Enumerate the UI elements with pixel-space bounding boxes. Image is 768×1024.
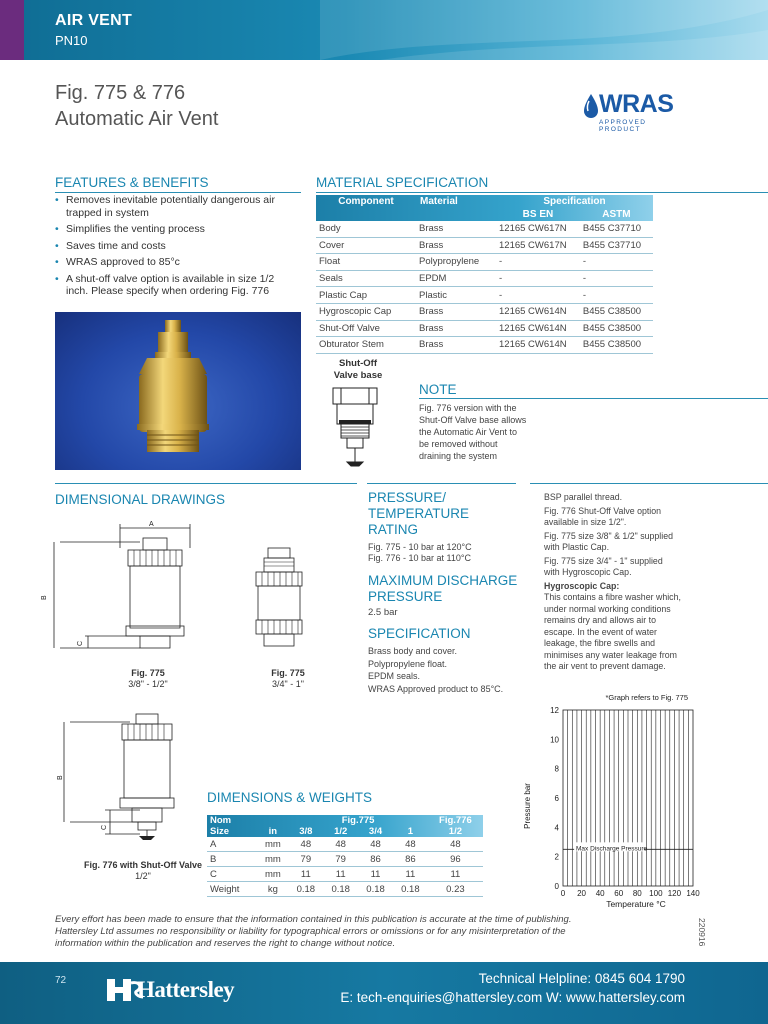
hattersley-word: Hattersley	[137, 977, 235, 1002]
col-component: Component	[338, 196, 394, 207]
spec-title: SPECIFICATION	[368, 626, 471, 641]
note-text	[419, 402, 526, 462]
spec-item: Brass body and cover.	[368, 646, 458, 656]
cell-astm: B455 C38500	[580, 337, 653, 354]
table-row	[316, 270, 653, 287]
y-axis-label: Pressure bar	[523, 783, 532, 829]
maxdis-title	[368, 573, 517, 605]
table-row	[316, 287, 653, 304]
disclaimer-line: Every effort has been made to ensure that the information contained in this publication is accurate at the time of publishing.	[55, 914, 572, 925]
divider	[55, 483, 357, 484]
col-fig776: Fig.776	[439, 815, 472, 826]
col-specification: Specification	[543, 196, 606, 207]
fig775-large-drawing	[250, 546, 310, 664]
dims-cell: 11	[358, 867, 393, 882]
wras-logo	[583, 90, 683, 133]
cell-material: Polypropylene	[416, 254, 496, 271]
dims-cell: 86	[358, 852, 393, 867]
divider	[55, 192, 301, 193]
col-bsen: BS EN	[522, 209, 554, 220]
document-code: 220916	[697, 918, 707, 947]
cell-astm: -	[580, 254, 653, 271]
pressure-title	[368, 490, 469, 538]
table-row	[316, 221, 653, 237]
pressure-temperature-chart	[515, 692, 705, 914]
disclaimer-line: Hattersley Ltd assumes no responsibility or liability for typographical errors or omissions or for any misinterpretation of the	[55, 926, 566, 937]
cell-astm: -	[580, 270, 653, 287]
disclaimer-line: information within the publication and reserves the right to change without notice.	[55, 938, 396, 949]
air-vent-illustration	[55, 312, 301, 470]
caption-title: Fig. 776 with Shut-Off Valve	[83, 860, 203, 870]
cell-astm: B455 C38500	[580, 303, 653, 320]
note-bsp: BSP parallel thread.	[544, 492, 623, 502]
y-tick-label: 4	[554, 823, 559, 833]
caption-size: 1/2"	[135, 871, 151, 881]
table-subheader-row	[316, 208, 653, 221]
cell-material: Plastic	[416, 287, 496, 304]
pressure-line: Fig. 776 - 10 bar at 110°C	[368, 553, 471, 563]
note-line: available in size 1/2".	[544, 517, 627, 527]
side-notes	[544, 492, 768, 673]
dim-label-a: A	[149, 521, 154, 528]
col-size: Size	[210, 826, 230, 837]
dims-cell: 0.23	[428, 882, 483, 897]
col-astm: ASTM	[602, 209, 631, 220]
table-header-row	[316, 195, 653, 208]
shutoff-label-2: Valve base	[333, 370, 383, 381]
technical-helpline: Technical Helpline: 0845 604 1790	[478, 971, 685, 986]
wras-word: WRAS	[599, 90, 674, 118]
divider	[316, 192, 768, 193]
header-title: AIR VENT	[55, 12, 133, 29]
title-line-1: Fig. 775 & 776	[55, 82, 186, 104]
table-subheader-row	[207, 826, 483, 837]
y-tick-label: 8	[554, 764, 559, 774]
shutoff-label	[318, 358, 398, 382]
dims-cell: 11	[428, 867, 483, 882]
feature-item: • Removes inevitable potentially dangerous air trapped in system	[55, 194, 295, 219]
y-tick-label: 2	[554, 852, 559, 862]
feature-item: • A shut-off valve option is available in size 1/2 inch. Please specify when ordering Fig. 776	[55, 273, 295, 298]
note-line: remains dry and allows air to	[544, 615, 656, 625]
pressure-ratings	[368, 542, 472, 564]
table-row	[316, 237, 653, 254]
dims-cell: 48	[323, 837, 358, 852]
dim-label-c: C	[101, 824, 108, 830]
note-line: with Plastic Cap.	[544, 542, 610, 552]
cell-component: Seals	[316, 270, 416, 287]
dims-cell: mm	[257, 837, 288, 852]
pressure-line: Fig. 775 - 10 bar at 120°C	[368, 542, 472, 552]
cell-component: Cover	[316, 237, 416, 254]
fig775-large-caption	[258, 668, 318, 690]
caption-title: Fig. 775	[271, 668, 305, 678]
spec-item: Polypropylene float.	[368, 658, 448, 669]
x-tick-label: 80	[632, 889, 642, 898]
contact-details[interactable]: E: tech-enquiries@hattersley.com W: www.hattersley.com	[340, 990, 685, 1005]
chart-title: *Graph refers to Fig. 775	[605, 693, 688, 702]
dims-title: DIMENSIONS & WEIGHTS	[207, 790, 373, 805]
col-nom: Nom	[210, 815, 232, 826]
note-line: be removed without	[419, 439, 498, 449]
note-line: Shut-Off Valve base allows	[419, 415, 527, 425]
dims-cell: 0.18	[393, 882, 428, 897]
cell-bsen: 12165 CW614N	[496, 303, 580, 320]
cell-bsen: 12165 CW614N	[496, 320, 580, 337]
fig775-caption	[118, 668, 178, 690]
note-line: the air vent to prevent damage.	[544, 661, 666, 671]
fig776-caption	[78, 860, 208, 882]
dims-cell: 48	[288, 837, 323, 852]
caption-size: 3/8" - 1/2"	[128, 679, 168, 689]
cell-astm: B455 C37710	[580, 221, 653, 237]
shutoff-label-1: Shut-Off	[339, 358, 377, 369]
table-row	[207, 867, 483, 882]
dims-cell: 11	[323, 867, 358, 882]
cell-component: Obturator Stem	[316, 337, 416, 354]
feature-item: • WRAS approved to 85°c	[55, 256, 295, 269]
feature-item: • Saves time and costs	[55, 240, 295, 253]
cell-astm: B455 C38500	[580, 320, 653, 337]
fig776-drawing	[50, 712, 210, 842]
dims-cell: 48	[358, 837, 393, 852]
cell-material: Brass	[416, 221, 496, 237]
material-table	[316, 195, 653, 354]
pressure-title-2: TEMPERATURE	[368, 506, 470, 521]
col-fig775: Fig.775	[341, 815, 375, 826]
dims-cell: 86	[393, 852, 428, 867]
y-tick-label: 10	[550, 735, 559, 745]
dim-label-b: B	[57, 775, 64, 780]
cell-component: Plastic Cap	[316, 287, 416, 304]
divider	[367, 483, 516, 484]
cell-bsen: 12165 CW617N	[496, 237, 580, 254]
divider	[530, 483, 768, 484]
col-3-4: 3/4	[368, 826, 383, 837]
page-number: 72	[55, 975, 67, 986]
material-title: MATERIAL SPECIFICATION	[316, 175, 489, 190]
series-label: Max Discharge Pressure	[576, 845, 648, 853]
divider	[419, 398, 768, 399]
note-line: Fig. 775 size 3/4" - 1" supplied	[544, 555, 663, 566]
x-tick-label: 60	[614, 889, 624, 898]
note-line: leakage, the fibre swells and	[544, 638, 656, 648]
x-tick-label: 20	[577, 889, 587, 898]
note-line: Fig. 776 version with the	[419, 403, 517, 413]
hygroscopic-title: Hygroscopic Cap:	[544, 580, 620, 591]
cell-material: Brass	[416, 337, 496, 354]
cell-astm: B455 C37710	[580, 237, 653, 254]
page-title	[55, 80, 218, 132]
dims-table	[207, 815, 483, 897]
table-row	[316, 303, 653, 320]
dims-cell: kg	[257, 882, 288, 897]
cell-astm: -	[580, 287, 653, 304]
x-tick-label: 0	[560, 889, 566, 898]
dims-cell: 79	[288, 852, 323, 867]
cell-component: Body	[316, 221, 416, 237]
dims-cell: B	[207, 852, 257, 867]
dims-cell: 48	[428, 837, 483, 852]
cell-bsen: 12165 CW614N	[496, 337, 580, 354]
col-776-1-2: 1/2	[448, 826, 462, 837]
spec-item: WRAS Approved product to 85°C.	[368, 683, 504, 694]
dims-cell: 0.18	[358, 882, 393, 897]
dim-label-b: B	[41, 595, 48, 600]
spec-item: EPDM seals.	[368, 671, 421, 681]
cell-component: Shut-Off Valve	[316, 320, 416, 337]
maxdis-value: 2.5 bar	[368, 607, 398, 618]
spec-list	[368, 645, 503, 695]
dimensional-title: DIMENSIONAL DRAWINGS	[55, 492, 226, 507]
dims-cell: Weight	[207, 882, 257, 897]
dim-label-c: C	[77, 640, 84, 646]
dims-cell: mm	[257, 867, 288, 882]
x-tick-label: 40	[595, 889, 605, 898]
note-line: This contains a fibre washer which,	[544, 592, 681, 602]
cell-component: Float	[316, 254, 416, 271]
dims-cell: 11	[393, 867, 428, 882]
table-row	[316, 337, 653, 354]
note-line: under normal working conditions	[544, 603, 671, 614]
cell-material: Brass	[416, 303, 496, 320]
note-line: draining the system	[419, 451, 498, 461]
table-row	[207, 837, 483, 852]
dims-cell: 0.18	[288, 882, 323, 897]
cell-bsen: -	[496, 270, 580, 287]
table-row	[316, 254, 653, 271]
col-1: 1	[407, 826, 414, 837]
features-title: FEATURES & BENEFITS	[55, 175, 209, 190]
col-1-2: 1/2	[334, 826, 348, 837]
shutoff-valve-drawing	[325, 386, 385, 470]
cell-material: EPDM	[416, 270, 496, 287]
header-accent	[0, 0, 24, 60]
col-material: Material	[420, 196, 458, 207]
cell-component: Hygroscopic Cap	[316, 303, 416, 320]
table-row	[316, 320, 653, 337]
cell-bsen: 12165 CW617N	[496, 221, 580, 237]
dims-cell: 79	[323, 852, 358, 867]
wras-tag: APPROVED PRODUCT	[599, 119, 647, 133]
dims-cell: 0.18	[323, 882, 358, 897]
y-tick-label: 12	[550, 706, 559, 715]
table-row	[207, 882, 483, 897]
caption-title: Fig. 775	[131, 668, 165, 678]
cell-material: Brass	[416, 237, 496, 254]
feature-item: • Simplifies the venting process	[55, 223, 295, 236]
dims-cell: C	[207, 867, 257, 882]
maxdis-title-1: MAXIMUM DISCHARGE	[368, 573, 518, 588]
header-wave-decoration	[320, 0, 768, 60]
dims-cell: A	[207, 837, 257, 852]
note-line: Fig. 776 Shut-Off Valve option	[544, 505, 662, 516]
dims-cell: 48	[393, 837, 428, 852]
y-tick-label: 0	[554, 882, 559, 891]
fig775-small-drawing	[40, 518, 210, 668]
x-tick-label: 120	[667, 889, 682, 898]
x-tick-label: 100	[649, 889, 663, 898]
x-axis-label: Temperature °C	[606, 899, 666, 909]
note-line: the Automatic Air Vent to	[419, 427, 518, 437]
note-line: Fig. 775 size 3/8" & 1/2" supplied	[544, 530, 673, 541]
cell-bsen: -	[496, 287, 580, 304]
note-title: NOTE	[419, 382, 457, 397]
pressure-title-1: PRESSURE/	[368, 490, 447, 505]
features-list	[55, 194, 295, 302]
dims-cell: mm	[257, 852, 288, 867]
pressure-title-3: RATING	[368, 522, 418, 537]
maxdis-title-2: PRESSURE	[368, 589, 443, 604]
dims-cell: 11	[288, 867, 323, 882]
y-tick-label: 6	[554, 794, 559, 803]
hattersley-logo	[105, 975, 255, 1007]
col-in: in	[268, 826, 278, 837]
product-photo	[55, 312, 301, 470]
cell-material: Brass	[416, 320, 496, 337]
title-line-2: Automatic Air Vent	[55, 108, 219, 130]
table-row	[207, 852, 483, 867]
x-tick-label: 140	[686, 889, 700, 898]
table-header-row	[207, 815, 483, 826]
note-line: minimises any water leakage from	[544, 649, 677, 660]
dims-cell: 96	[428, 852, 483, 867]
note-line: escape. In the event of water	[544, 626, 657, 637]
cell-bsen: -	[496, 254, 580, 271]
note-line: with Hygroscopic Cap.	[544, 567, 632, 577]
header-subtitle: PN10	[55, 33, 88, 48]
col-3-8: 3/8	[299, 826, 313, 837]
caption-size: 3/4" - 1"	[272, 679, 304, 689]
disclaimer	[55, 914, 665, 950]
